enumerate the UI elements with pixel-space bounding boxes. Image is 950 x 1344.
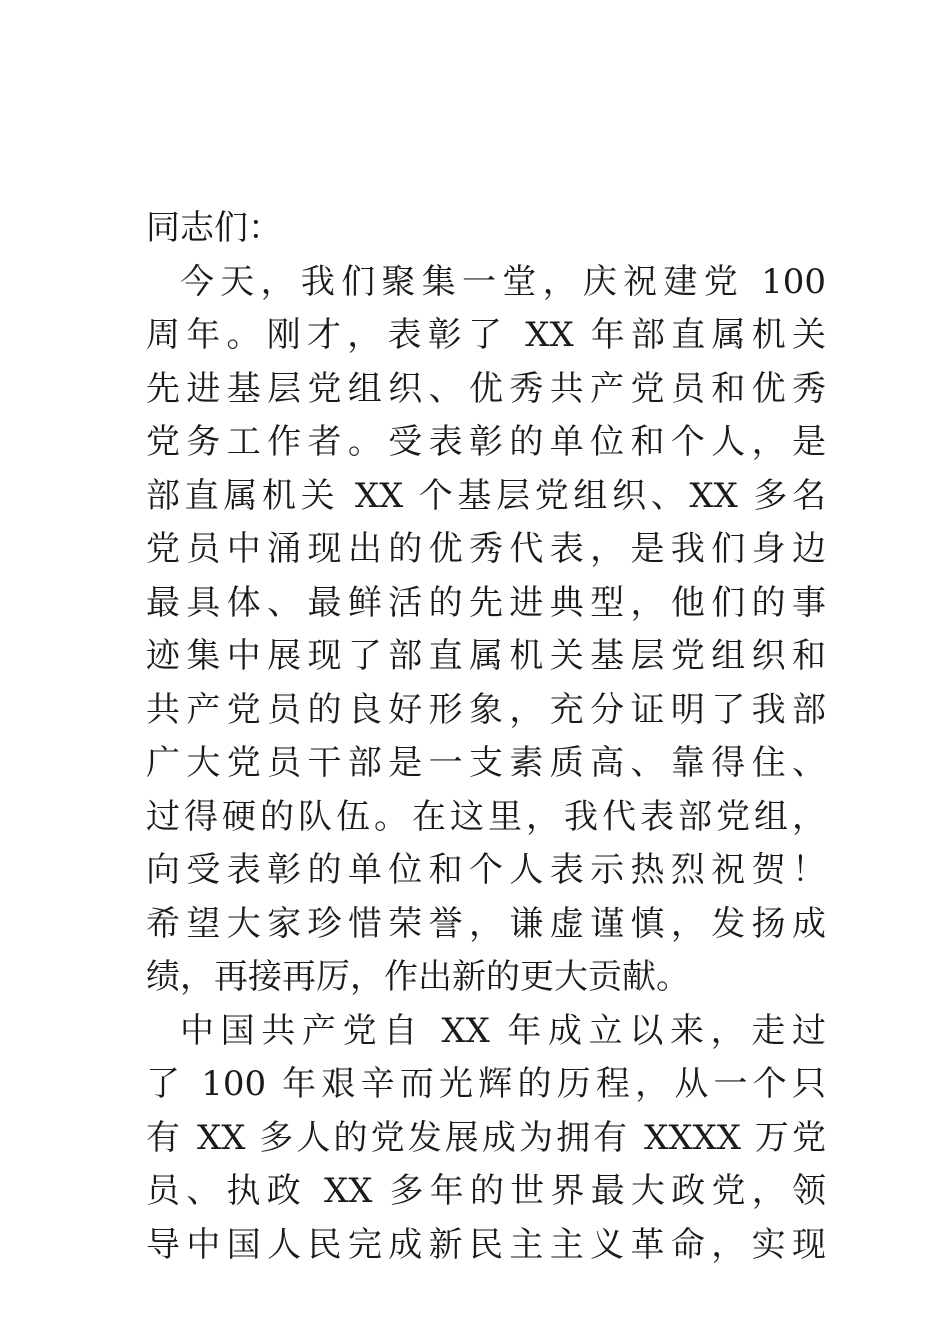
paragraph-1-line-6: 党员中涌现出的优秀代表，是我们身边 bbox=[146, 529, 826, 569]
paragraph-1-line-7: 最具体、最鲜活的先进典型，他们的事 bbox=[146, 582, 826, 623]
paragraph-1-line-11: 过得硬的队伍。在这里，我代表部党组， bbox=[146, 796, 826, 837]
paragraph-1-line-4: 党务工作者。受表彰的单位和个人，是 bbox=[146, 422, 826, 462]
paragraph-1-line-14: 绩，再接再厉，作出新的更大贡献。 bbox=[146, 957, 690, 997]
paragraph-1-line-1: 今天，我们聚集一堂，庆祝建党 100 bbox=[180, 261, 826, 302]
paragraph-1-line-8: 迹集中展现了部直属机关基层党组织和 bbox=[146, 636, 826, 676]
paragraph-1-line-12: 向受表彰的单位和个人表示热烈祝贺！ bbox=[146, 850, 826, 890]
paragraph-2-line-5: 导中国人民完成新民主主义革命，实现 bbox=[146, 1224, 826, 1265]
paragraph-1-line-13: 希望大家珍惜荣誉，谦虚谨慎，发扬成 bbox=[146, 903, 826, 944]
paragraph-2-line-4: 员、执政 XX 多年的世界最大政党，领 bbox=[146, 1171, 826, 1211]
body-text bbox=[146, 202, 826, 1272]
paragraph-1-line-9: 共产党员的良好形象，充分证明了我部 bbox=[146, 689, 826, 730]
paragraph-1-line-2: 周年。刚才，表彰了 XX 年部直属机关 bbox=[146, 315, 826, 355]
paragraph-2-line-1: 中国共产党自 XX 年成立以来，走过 bbox=[180, 1010, 826, 1051]
paragraph-2-line-3: 有 XX 多人的党发展成为拥有 XXXX 万党 bbox=[146, 1117, 826, 1158]
paragraph-1-line-10: 广大党员干部是一支素质高、靠得住、 bbox=[146, 743, 826, 783]
paragraph-1-line-3: 先进基层党组织、优秀共产党员和优秀 bbox=[146, 368, 826, 409]
salutation: 同志们： bbox=[146, 208, 282, 248]
paragraph-1-line-5: 部直属机关 XX 个基层党组织、XX 多名 bbox=[146, 475, 826, 516]
paragraph-2-line-2: 了 100 年艰辛而光辉的历程，从一个只 bbox=[146, 1064, 826, 1104]
